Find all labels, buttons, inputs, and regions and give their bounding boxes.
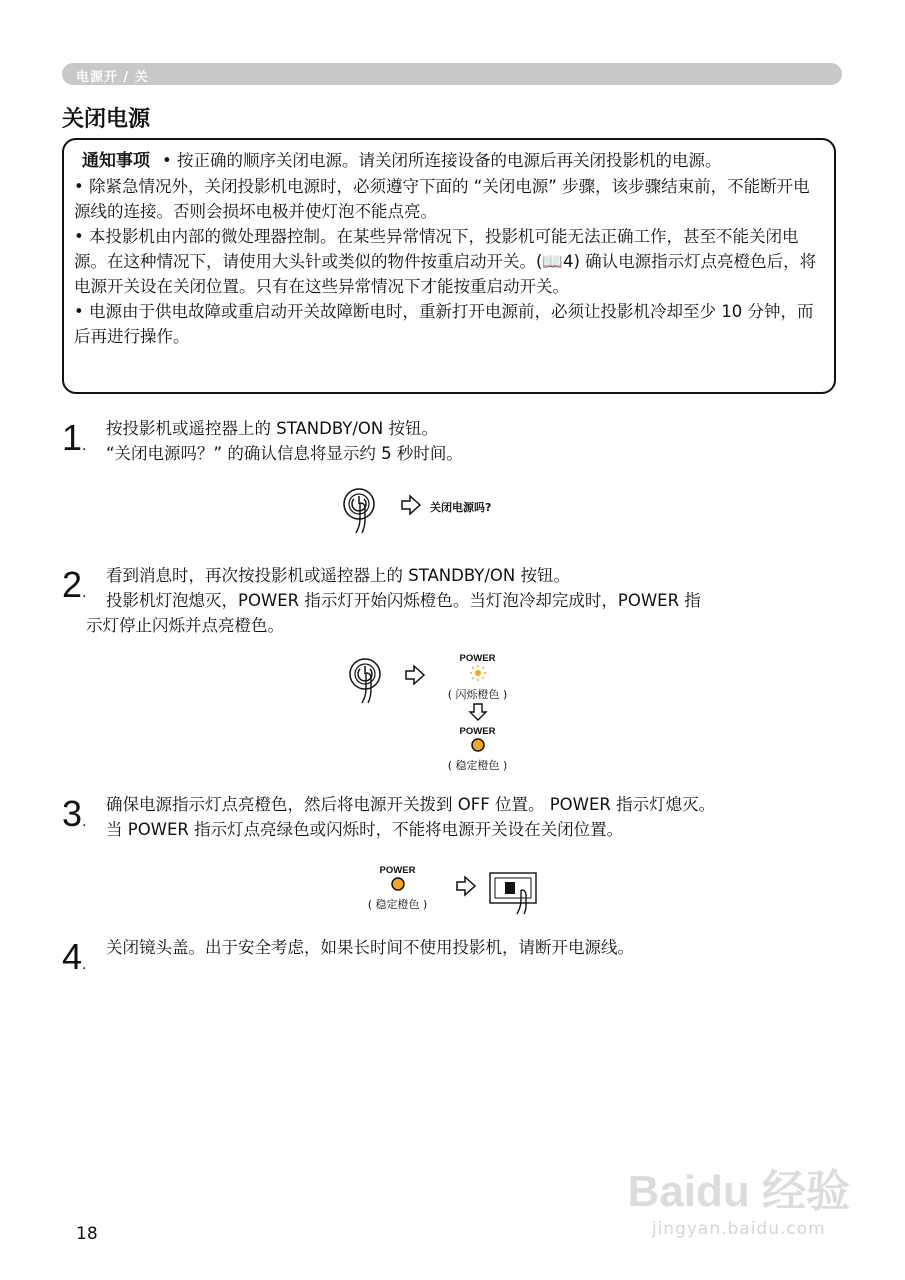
arrow-right-icon	[406, 666, 424, 684]
power-switch-icon	[490, 873, 536, 914]
step-number: 3.	[62, 793, 87, 834]
arrow-right-icon	[402, 496, 420, 514]
watermark: Baidu 经验 jingyan.baidu.com	[627, 1167, 850, 1239]
notice-paragraph-3: • 本投影机由内部的微处理器控制。在某些异常情况下，投影机可能无法正确工作，甚至不能关闭电源。在这种情况下，请使用大头针或类似的物件按重启动开关。(📖4) 确认电源指示灯点亮橙色后，将电源开关设在关闭位置。只有在这些异常情况下才能按重启动开关。	[74, 227, 817, 296]
led-steady-orange: POWER ( 稳定橙色 )	[367, 865, 428, 911]
power-button-hand-icon	[350, 659, 380, 703]
led-blinking-icon	[468, 664, 488, 682]
led-blinking-orange: POWER ( 闪烁橙色 ) POWER ( 稳定橙色 )	[447, 653, 508, 772]
step-number: 2.	[62, 564, 87, 605]
section-title: 关闭电源	[62, 107, 151, 132]
led-steady-icon	[388, 876, 408, 892]
figure-power-switch	[455, 868, 555, 918]
notice-paragraph-2: • 除紧急情况外，关闭投影机电源时，必须遵守下面的 “关闭电源” 步骤，该步骤结束前，不能断开电源线的连接。否则会损坏电极并使灯泡不能点亮。	[74, 177, 810, 221]
section-header-bar	[62, 63, 842, 85]
notice-box	[62, 138, 836, 394]
figure-press-button-2	[340, 655, 440, 715]
step-text: 确保电源指示灯点亮橙色，然后将电源开关拨到 OFF 位置。 POWER 指示灯熄灭。 当 POWER 指示灯点亮绿色或闪烁时，不能将电源开关设在关闭位置。	[106, 795, 716, 839]
step-text: 关闭镜头盖。出于安全考虑，如果长时间不使用投影机，请断开电源线。	[106, 938, 634, 957]
power-button-hand-icon	[344, 489, 374, 533]
figure-press-button	[340, 485, 540, 545]
notice-label: 通知事项	[82, 151, 150, 171]
step-text: 按投影机或遥控器上的 STANDBY/ON 按钮。 “关闭电源吗？” 的确认信息将显示约 5 秒时间。	[106, 419, 463, 463]
step-number: 1.	[62, 417, 87, 458]
section-header-label: 电源开 / 关	[76, 70, 149, 85]
page-number: 18	[76, 1224, 98, 1244]
confirm-message-text: 关闭电源吗?	[430, 501, 492, 514]
step-text: 看到消息时，再次按投影机或遥控器上的 STANDBY/ON 按钮。 投影机灯泡熄灭，POWER 指示灯开始闪烁橙色。当灯泡冷却完成时，POWER 指	[106, 566, 701, 610]
notice-paragraph-1: 通知事项 • 按正确的顺序关闭电源。请关闭所连接设备的电源后再关闭投影机的电源。	[82, 151, 722, 171]
arrow-right-icon	[457, 877, 475, 895]
step-number: 4.	[62, 936, 87, 977]
led-steady-icon	[468, 737, 488, 753]
arrow-down-icon	[468, 702, 488, 722]
notice-paragraph-4: • 电源由于供电故障或重启动开关故障断电时，重新打开电源前，必须让投影机冷却至少 10 分钟，而后再进行操作。	[74, 302, 814, 346]
